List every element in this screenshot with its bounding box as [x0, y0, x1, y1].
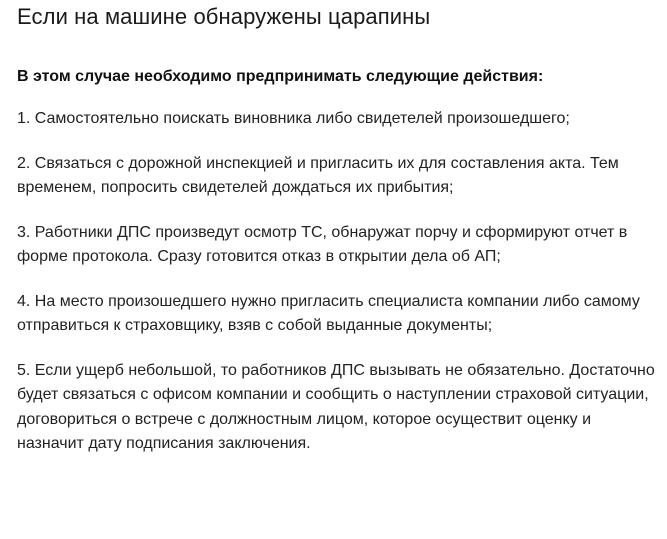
step-5: 5. Если ущерб небольшой, то работников ДПС вызывать не обязательно. Достаточно будет связаться с офисом компании и сообщить о наступлении страховой ситуации, договориться о встрече с должностным лицом, которое осуществит оценку и назначит дату подписания заключения.	[17, 361, 655, 452]
step-4: 4. На место произошедшего нужно пригласить специалиста компании либо самому отправиться к страховщику, взяв с собой выданные документы;	[17, 292, 640, 334]
step-2: 2. Связаться с дорожной инспекцией и пригласить их для составления акта. Тем временем, попросить свидетелей дождаться их прибытия;	[17, 154, 619, 196]
step-1: 1. Самостоятельно поискать виновника либо свидетелей произошедшего;	[17, 110, 570, 127]
lead-paragraph: В этом случае необходимо предпринимать следующие действия:	[17, 68, 544, 85]
step-3: 3. Работники ДПС произведут осмотр ТС, обнаружат порчу и сформируют отчет в форме протокола. Сразу готовится отказ в открытии дела об АП;	[17, 223, 628, 265]
article-body	[17, 0, 657, 457]
article-title: Если на машине обнаружены царапины	[17, 4, 431, 29]
